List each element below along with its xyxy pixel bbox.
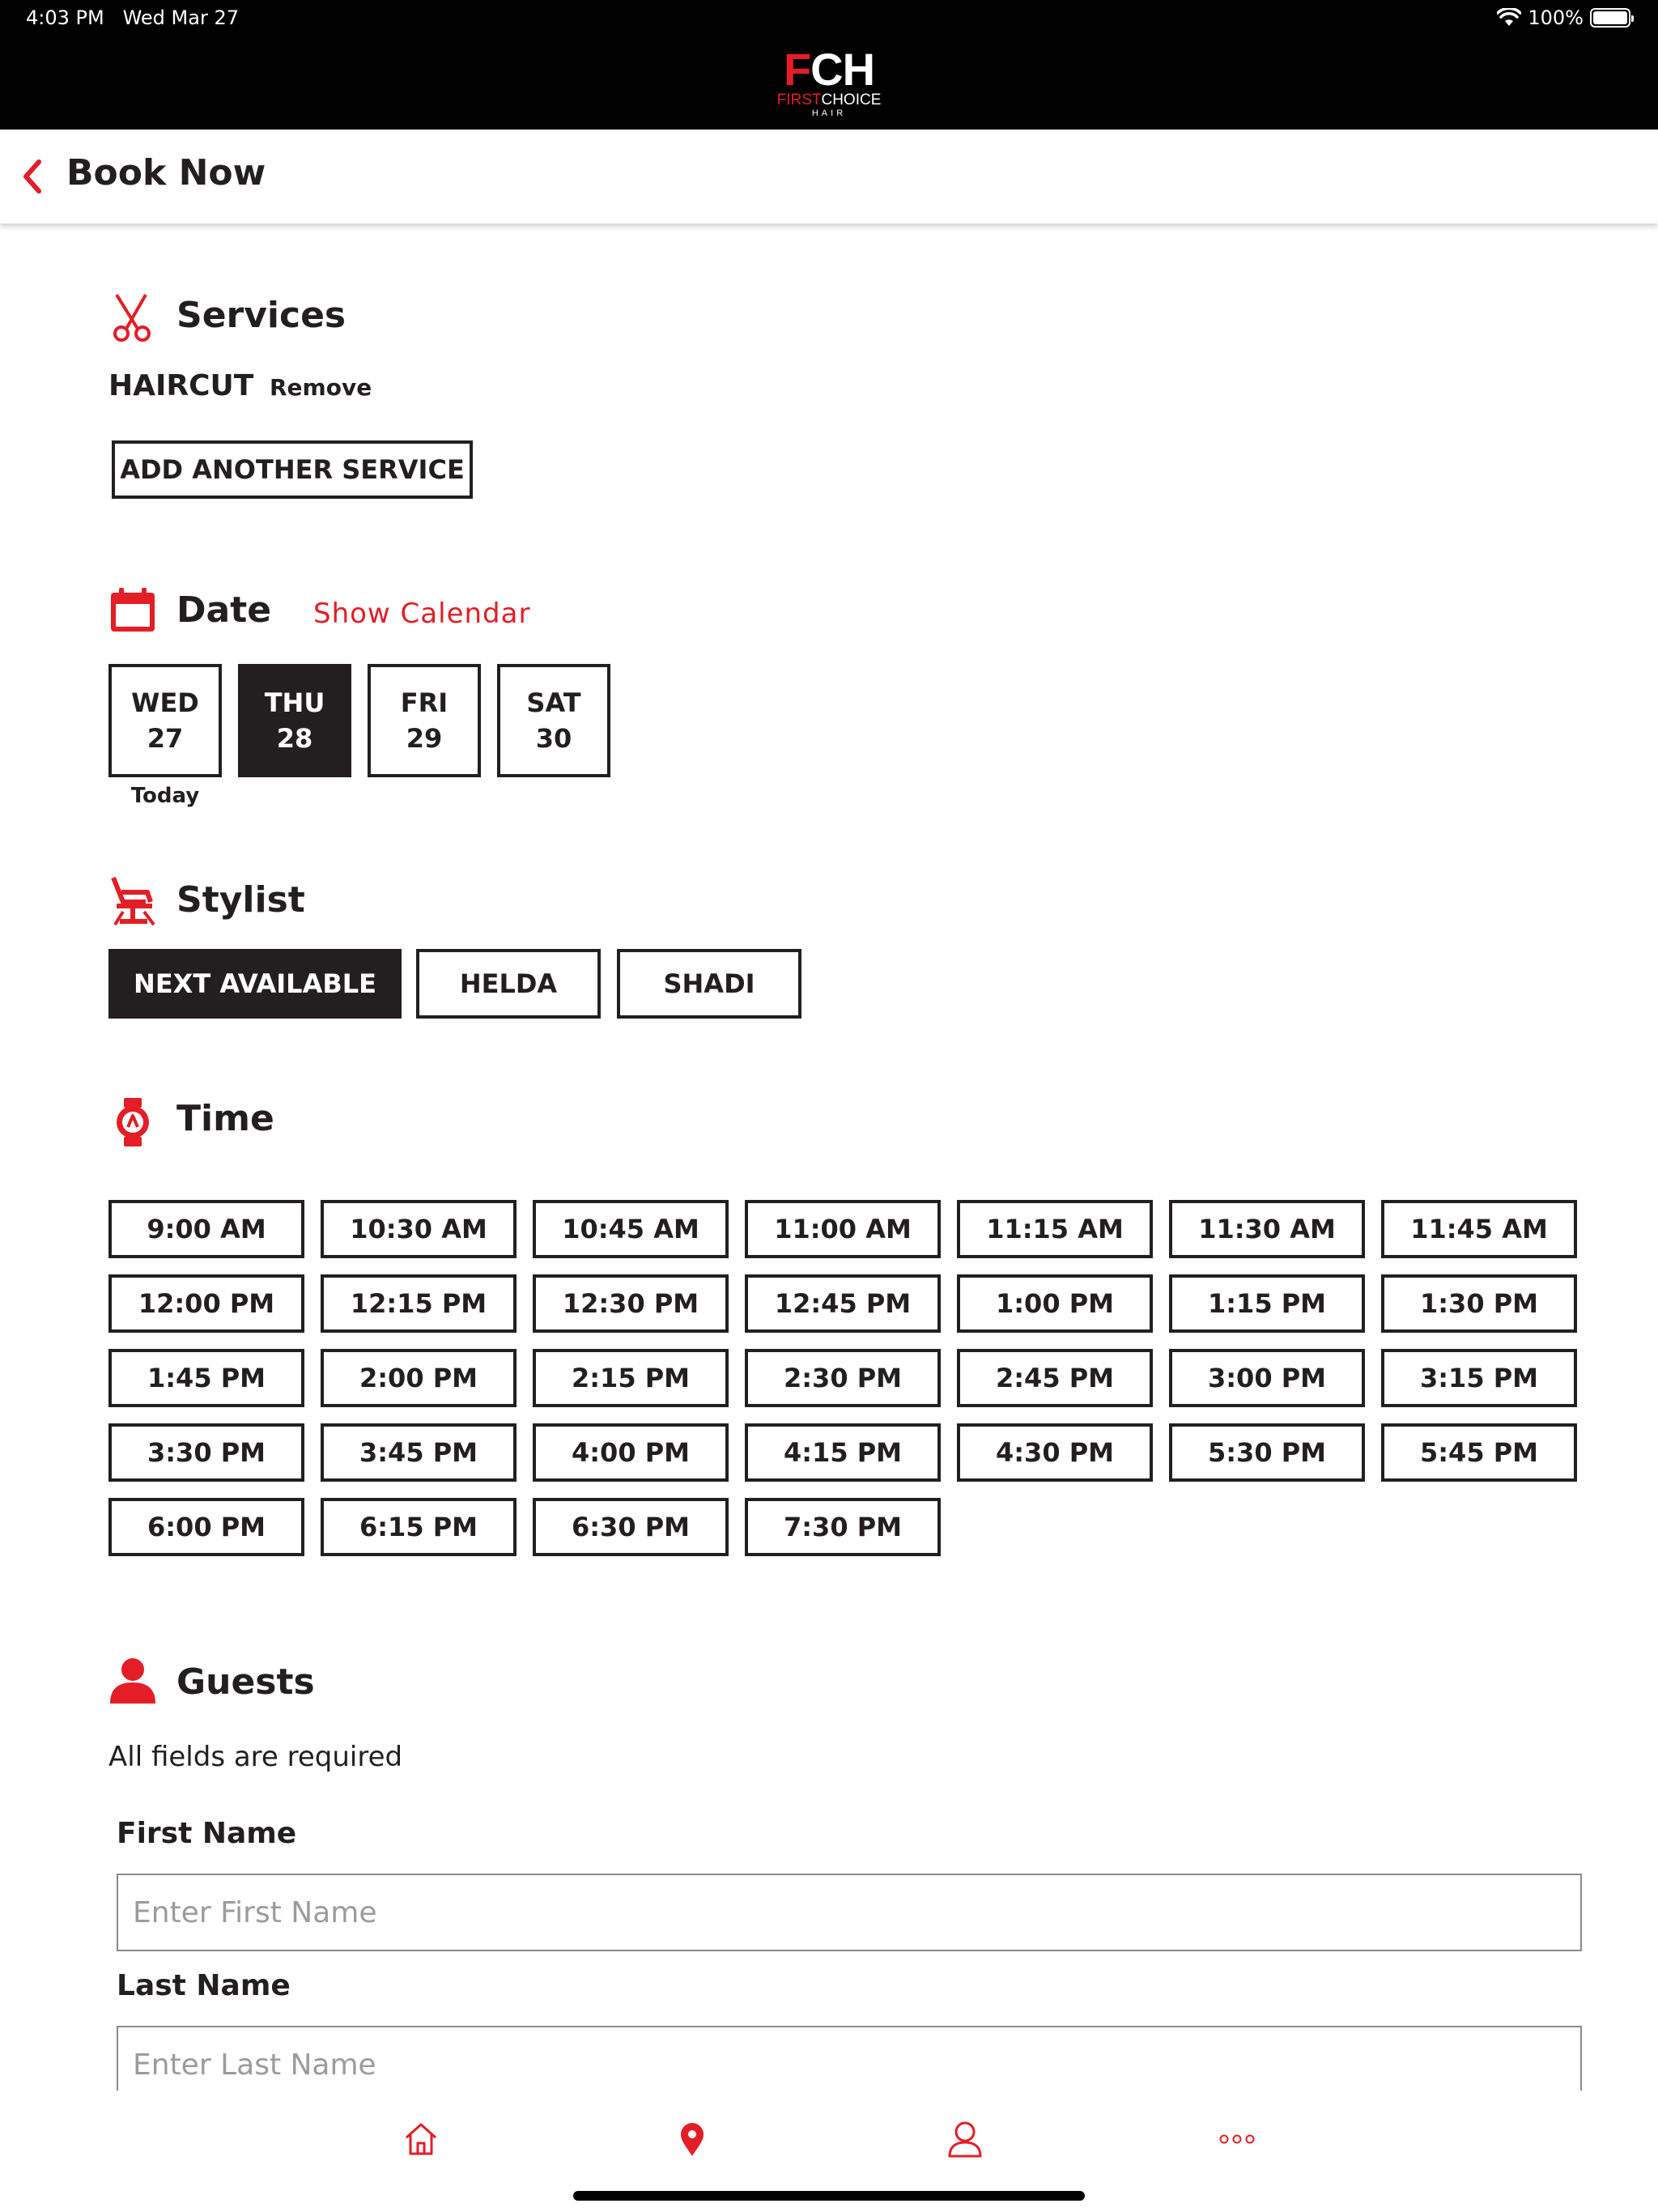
date-option[interactable]: FRI 29 (368, 664, 481, 777)
time-slot-button[interactable]: 12:45 PM (745, 1274, 941, 1333)
tab-home[interactable] (397, 2115, 445, 2163)
services-title: Services (176, 295, 346, 336)
time-slot-button[interactable]: 3:45 PM (321, 1423, 517, 1482)
date-title: Date (176, 589, 272, 631)
profile-icon (947, 2121, 983, 2158)
time-slot-button[interactable]: 11:45 AM (1381, 1200, 1577, 1258)
guests-title: Guests (176, 1661, 315, 1703)
selected-service: HAIRCUT (108, 369, 254, 402)
date-option[interactable]: SAT 30 (497, 664, 610, 777)
more-icon (1218, 2133, 1256, 2145)
time-slot-button[interactable]: 4:00 PM (533, 1423, 729, 1482)
person-icon (108, 1657, 157, 1705)
tab-locations[interactable] (668, 2115, 716, 2163)
required-note: All fields are required (108, 1741, 403, 1773)
time-slot-button[interactable]: 12:30 PM (533, 1274, 729, 1333)
booking-form (0, 223, 1658, 2091)
time-slot-button[interactable]: 9:00 AM (108, 1200, 304, 1258)
page-title: Book Now (66, 152, 266, 194)
show-calendar-link[interactable]: Show Calendar (313, 598, 531, 630)
time-slot-button[interactable]: 12:15 PM (321, 1274, 517, 1333)
time-slot-button[interactable]: 6:30 PM (533, 1498, 729, 1556)
time-slot-button[interactable]: 1:45 PM (108, 1349, 304, 1407)
first-name-label: First Name (117, 1817, 297, 1850)
stylist-shadi-button[interactable]: SHADI (617, 949, 801, 1019)
time-title: Time (176, 1098, 274, 1139)
time-slot-button[interactable]: 11:15 AM (957, 1200, 1153, 1258)
status-indicators (1497, 6, 1630, 29)
salon-chair-icon (108, 874, 160, 928)
time-slot-button[interactable]: 4:30 PM (957, 1423, 1153, 1482)
tab-profile[interactable] (941, 2115, 989, 2163)
first-name-input[interactable] (117, 1874, 1582, 1951)
last-name-label: Last Name (117, 1969, 291, 2002)
calendar-icon (108, 586, 157, 635)
location-pin-icon (678, 2121, 707, 2158)
time-slot-button[interactable]: 1:00 PM (957, 1274, 1153, 1333)
time-slot-button[interactable]: 5:30 PM (1169, 1423, 1365, 1482)
app-header (0, 0, 1658, 130)
time-slot-button[interactable]: 1:30 PM (1381, 1274, 1577, 1333)
watch-icon (112, 1096, 154, 1148)
battery-icon (1590, 8, 1630, 28)
back-chevron-icon[interactable] (18, 157, 47, 196)
add-another-service-button[interactable]: ADD ANOTHER SERVICE (112, 440, 473, 499)
last-name-input[interactable] (117, 2026, 1582, 2091)
tab-more[interactable] (1213, 2115, 1261, 2163)
date-option-selected[interactable]: THU 28 (238, 664, 351, 777)
home-icon (403, 2121, 439, 2157)
time-slot-button[interactable]: 4:15 PM (745, 1423, 941, 1482)
time-slot-button[interactable]: 1:15 PM (1169, 1274, 1365, 1333)
time-slot-button[interactable]: 10:30 AM (321, 1200, 517, 1258)
scissors-icon (110, 291, 154, 343)
time-slot-button[interactable]: 3:00 PM (1169, 1349, 1365, 1407)
time-slot-button[interactable]: 2:15 PM (533, 1349, 729, 1407)
time-slot-button[interactable]: 7:30 PM (745, 1498, 941, 1556)
time-slot-button[interactable]: 10:45 AM (533, 1200, 729, 1258)
time-slot-button[interactable]: 5:45 PM (1381, 1423, 1577, 1482)
time-slot-button[interactable]: 3:15 PM (1381, 1349, 1577, 1407)
date-option[interactable]: WED 27 (108, 664, 222, 777)
status-time: 4:03 PM Wed Mar 27 (26, 6, 239, 29)
fch-logo: FCH FIRSTCHOICE HAIR (776, 44, 882, 118)
time-slot-button[interactable]: 2:30 PM (745, 1349, 941, 1407)
time-slot-button[interactable]: 11:00 AM (745, 1200, 941, 1258)
time-slot-button[interactable]: 2:00 PM (321, 1349, 517, 1407)
time-slot-button[interactable]: 2:45 PM (957, 1349, 1153, 1407)
time-slot-button[interactable]: 12:00 PM (108, 1274, 304, 1333)
battery-percent: 100% (1528, 6, 1584, 29)
stylist-title: Stylist (176, 879, 305, 921)
stylist-next-available-button[interactable]: NEXT AVAILABLE (108, 949, 402, 1019)
stylist-helda-button[interactable]: HELDA (416, 949, 601, 1019)
today-label: Today (130, 784, 200, 808)
time-slot-button[interactable]: 11:30 AM (1169, 1200, 1365, 1258)
remove-service-link[interactable]: Remove (270, 374, 372, 401)
time-slot-button[interactable]: 6:00 PM (108, 1498, 304, 1556)
wifi-icon (1497, 8, 1521, 28)
time-slot-button[interactable]: 3:30 PM (108, 1423, 304, 1482)
home-indicator[interactable] (573, 2191, 1085, 2201)
nav-bar (0, 130, 1658, 223)
time-slot-button[interactable]: 6:15 PM (321, 1498, 517, 1556)
